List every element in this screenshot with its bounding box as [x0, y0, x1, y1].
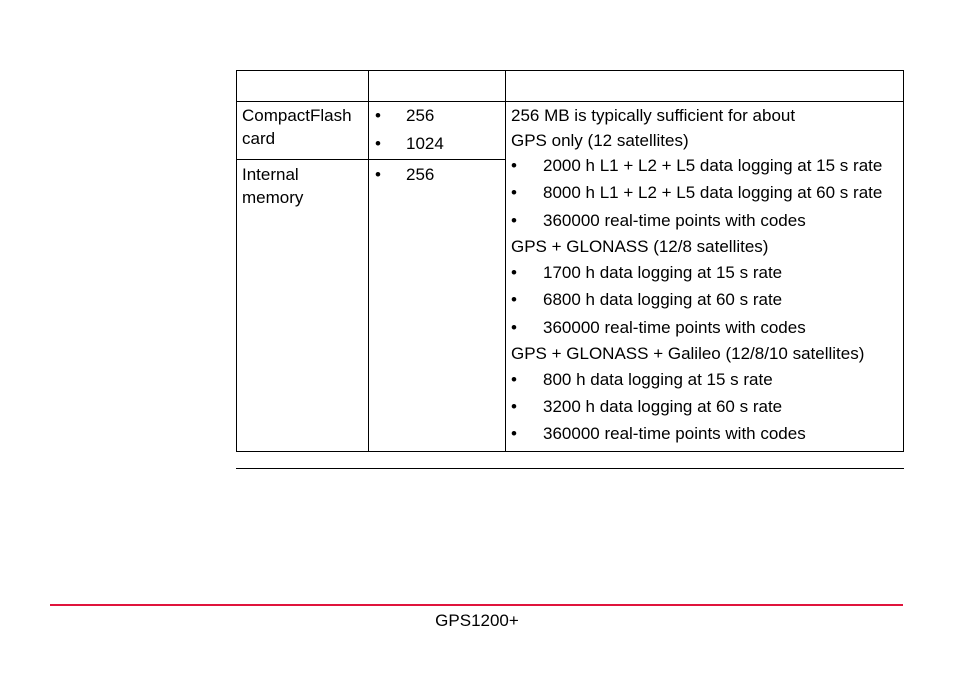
bullet-icon: •	[511, 263, 517, 282]
capacity-item: 1700 h data logging at 15 s rate	[543, 263, 783, 282]
bullet-icon: •	[375, 134, 381, 153]
capacity-intro: 256 MB is typically sufficient for about	[511, 106, 796, 125]
bullet-icon: •	[511, 156, 517, 175]
table-header-bottom-border	[236, 101, 904, 102]
row-compactflash-type-line2: card	[242, 129, 276, 148]
footer-title: GPS1200+	[435, 611, 519, 630]
capacity-item: 360000 real-time points with codes	[543, 318, 806, 337]
table-left-border	[236, 70, 237, 452]
capacity-item: 8000 h L1 + L2 + L5 data logging at 60 s rate	[543, 183, 883, 202]
capacity-item: 3200 h data logging at 60 s rate	[543, 397, 783, 416]
bullet-icon: •	[511, 211, 517, 230]
bullet-icon: •	[511, 370, 517, 389]
table-bottom-border	[236, 451, 904, 452]
capacity-item: 800 h data logging at 15 s rate	[543, 370, 773, 389]
bullet-icon: •	[511, 424, 517, 443]
row-compactflash-size-1024: 1024	[406, 134, 444, 153]
capacity-item: 360000 real-time points with codes	[543, 211, 806, 230]
bullet-icon: •	[511, 183, 517, 202]
capacity-item: 2000 h L1 + L2 + L5 data logging at 15 s rate	[543, 156, 883, 175]
bullet-icon: •	[511, 397, 517, 416]
table-right-border	[903, 70, 904, 452]
row-internal-size-256: 256	[406, 165, 435, 184]
footer-rule	[50, 604, 903, 606]
capacity-group-title: GPS only (12 satellites)	[511, 131, 689, 150]
table-col1-divider	[368, 70, 369, 452]
capacity-item: 360000 real-time points with codes	[543, 424, 806, 443]
capacity-group-title: GPS + GLONASS + Galileo (12/8/10 satellites)	[511, 344, 865, 363]
row-compactflash-type-line1: CompactFlash	[242, 106, 352, 125]
section-end-rule	[236, 468, 904, 469]
row-internal-type-line1: Internal	[242, 165, 299, 184]
bullet-icon: •	[375, 165, 381, 184]
row-compactflash-size-256: 256	[406, 106, 435, 125]
table-row-divider	[236, 159, 506, 160]
table-col2-divider	[505, 70, 506, 452]
bullet-icon: •	[511, 290, 517, 309]
capacity-item: 6800 h data logging at 60 s rate	[543, 290, 783, 309]
row-internal-type-line2: memory	[242, 188, 304, 207]
capacity-group-title: GPS + GLONASS (12/8 satellites)	[511, 237, 769, 256]
bullet-icon: •	[511, 318, 517, 337]
table-top-border	[236, 70, 904, 71]
bullet-icon: •	[375, 106, 381, 125]
